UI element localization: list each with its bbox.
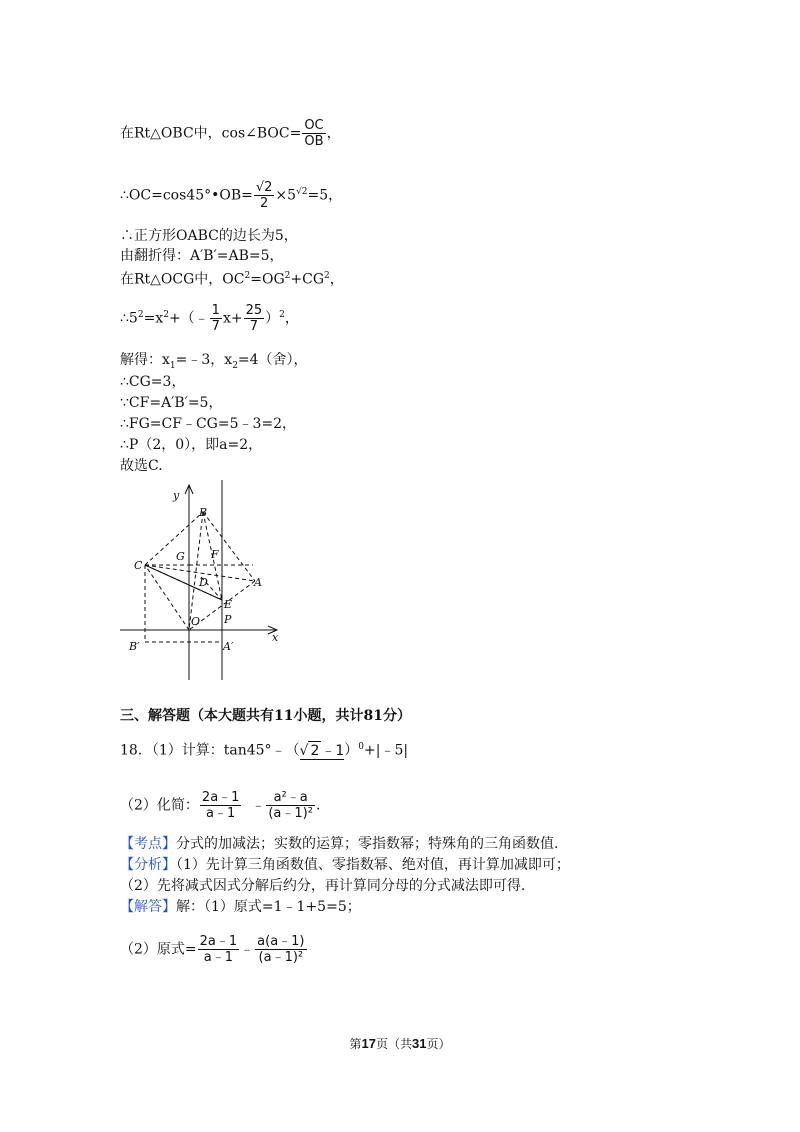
label-p: P (224, 613, 232, 626)
fraction (210, 303, 222, 334)
numerator: a(a﹣1) (257, 934, 305, 949)
text: . (315, 797, 321, 814)
superscript: 2 (244, 271, 251, 281)
numerator: 2a﹣1 (201, 790, 240, 805)
text: 第 (349, 1037, 362, 1051)
geometry-figure (115, 480, 285, 685)
solution-line-7 (120, 351, 308, 375)
text: =﹣3，x (175, 352, 233, 368)
fraction (266, 790, 315, 821)
text: （2）原式= (120, 941, 197, 958)
solution-line-11: ∴P（2，0），即a=2， (120, 437, 263, 453)
numerator: 25 (245, 303, 263, 318)
text: 解：（1）原式=1﹣1+5=5； (176, 899, 361, 915)
denominator: OB (304, 134, 324, 149)
sqrt-expression: √ 2 ﹣1 (299, 742, 345, 759)
solution-line-2 (120, 180, 342, 211)
text: ， (329, 271, 344, 288)
segment-bo (189, 512, 203, 630)
page-footer (0, 1035, 800, 1052)
label-c: C (134, 559, 143, 572)
label-b-prime: B′ (129, 640, 140, 653)
solution-line-5 (120, 267, 344, 289)
solution-line-12: 故选C. (120, 458, 163, 474)
numerator: 1 (211, 303, 220, 318)
superscript: 2 (163, 309, 169, 320)
label-f: F (211, 548, 219, 561)
fenxi-line (120, 856, 570, 874)
jieda-tag: 【解答】 (120, 899, 176, 915)
sqrt-radicand: 2 (310, 742, 320, 759)
text: +（﹣ (168, 310, 209, 327)
label-x: x (272, 631, 279, 644)
kaodian-tag: 【考点】 (120, 836, 176, 852)
solution-line-3: ∴正方形OABC的边长为5， (120, 228, 298, 244)
label-o: O (191, 615, 201, 628)
superscript: 2 (279, 309, 285, 320)
fraction (302, 118, 325, 149)
superscript: 2 (137, 309, 144, 320)
answer-2-line (120, 934, 308, 965)
label-y: y (173, 489, 180, 502)
jieda-line (120, 898, 361, 916)
total-pages: 31 (412, 1036, 427, 1051)
text: ， (326, 125, 341, 142)
denominator: 7 (211, 319, 220, 334)
superscript: √2 (296, 186, 308, 197)
label-d: D (199, 576, 208, 589)
solution-line-10: ∴FG=CF﹣CG=5﹣3=2， (120, 416, 297, 432)
text: =x (143, 310, 164, 327)
q18-part2 (120, 790, 320, 821)
text: ×5 (275, 187, 297, 204)
label-e: E (224, 598, 233, 611)
text: 分式的加减法；实数的运算；零指数幂；特殊角的三角函数值. (176, 836, 559, 852)
fraction (198, 934, 240, 965)
fraction (200, 790, 242, 821)
text: ﹣ (251, 797, 266, 814)
numerator: √2 (255, 180, 273, 195)
denominator: a﹣1 (203, 950, 234, 965)
superscript: 0 (358, 742, 365, 752)
text: ） (265, 310, 280, 327)
numerator: a²﹣a (266, 790, 315, 806)
text: =OG (250, 271, 285, 288)
text: ， (284, 310, 299, 327)
kaodian-line (120, 835, 558, 853)
text: +CG (290, 271, 325, 288)
solution-line-6 (120, 303, 299, 334)
denominator: (a﹣1)² (268, 806, 313, 821)
solution-line-1 (120, 118, 341, 149)
solution-line-9: ∵CF=A′B′=5， (120, 395, 223, 411)
fraction (244, 303, 265, 334)
fenxi-tag: 【分析】 (120, 857, 176, 873)
solution-line-4: 由翻折得：A′B′=AB=5， (120, 248, 284, 264)
page-number: 17 (361, 1036, 376, 1051)
denominator: a﹣1 (206, 806, 236, 821)
text: （1）先计算三角函数值、零指数幂、绝对值，再计算加减即可； (176, 857, 570, 873)
text: =5， (307, 187, 343, 204)
subscript: 2 (232, 360, 238, 371)
text: 在Rt△OBC中，cos∠BOC= (120, 125, 302, 142)
text: 18．（1）计算：tan45°﹣（ (120, 742, 300, 759)
denominator: 7 (249, 319, 258, 334)
superscript: 2 (324, 271, 330, 281)
fraction (254, 180, 275, 211)
text: 在Rt△OCG中，OC (120, 271, 245, 288)
text: 页（共 (375, 1037, 412, 1051)
numerator: OC (304, 118, 324, 133)
superscript: 2 (284, 271, 291, 281)
label-g: G (176, 550, 185, 563)
text: ﹣1 (321, 742, 345, 759)
text: +|﹣5| (364, 742, 409, 759)
solution-line-8: ∴CG=3， (120, 374, 186, 390)
segment-cb (145, 512, 203, 565)
text: （2）化简： (120, 797, 199, 814)
label-a-prime: A′ (223, 640, 234, 653)
text: x+ (222, 310, 243, 327)
numerator: 2a﹣1 (199, 934, 238, 949)
q18-part1: 18．（1）计算：tan45°﹣（√ 2 ﹣1）$^0$+|﹣5| (120, 742, 409, 759)
label-b: B (199, 506, 208, 519)
text: ∴5 (120, 310, 138, 327)
label-a: A (254, 576, 262, 589)
text: 页） (426, 1037, 451, 1051)
text: ∴OC=cos45°•OB= (120, 187, 253, 204)
text: 解得：x (120, 352, 170, 368)
fraction (255, 934, 306, 965)
fenxi-line-2: （2）先将减式因式分解后约分，再计算同分母的分式减法即可得. (120, 878, 526, 894)
subscript: 1 (169, 360, 176, 371)
text: ﹣ (240, 941, 255, 958)
denominator: 2 (260, 196, 269, 211)
text: =4（舍）， (237, 352, 308, 368)
section-heading: 三、解答题（本大题共有11小题，共计81分） (120, 708, 411, 724)
denominator: (a﹣1)² (258, 950, 304, 965)
